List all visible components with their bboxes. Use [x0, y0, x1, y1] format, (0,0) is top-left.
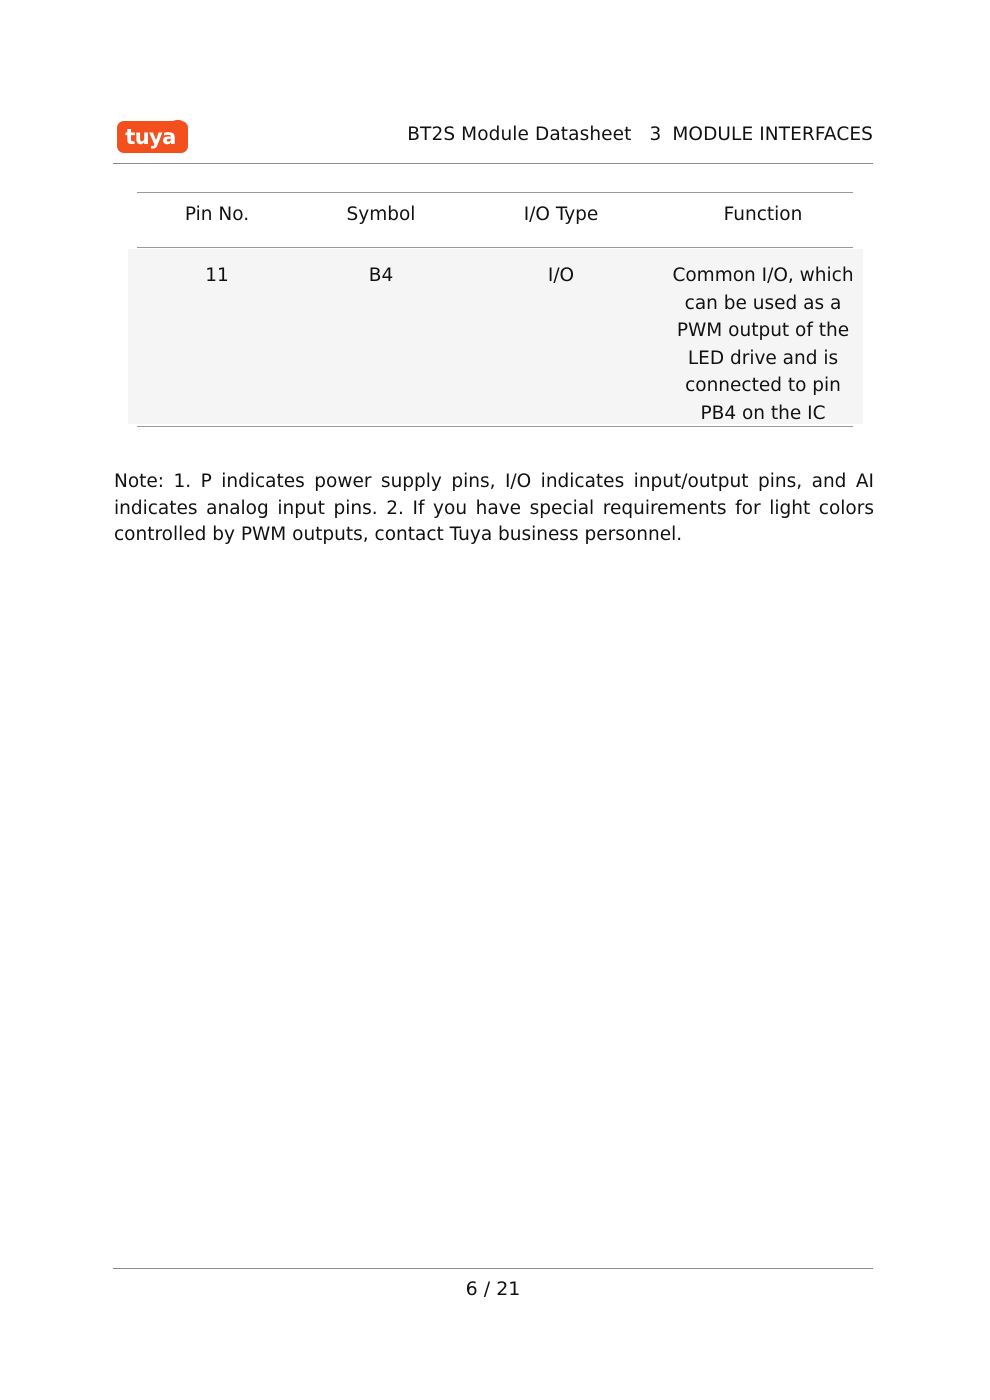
cell-io-type: I/O	[547, 265, 575, 286]
page-number: 6 / 21	[465, 1278, 521, 1300]
page-header	[113, 118, 873, 164]
header-doc-title: BT2S Module Datasheet	[407, 124, 632, 145]
table-bottom-rule	[137, 426, 853, 427]
wifi-signal-icon	[165, 111, 187, 131]
table-top-rule	[137, 192, 853, 193]
tuya-logo-text: tuya	[125, 125, 176, 149]
footer-divider	[113, 1268, 873, 1269]
table-header-rule	[137, 247, 853, 248]
column-header-function: Function	[723, 204, 803, 225]
header-section-number: 3	[649, 124, 662, 145]
column-header-io-type: I/O Type	[523, 204, 599, 225]
header-title	[383, 124, 873, 145]
column-header-pin-no: Pin No.	[184, 204, 250, 225]
table-header-row	[128, 201, 863, 243]
column-header-symbol: Symbol	[346, 204, 416, 225]
header-divider	[113, 163, 873, 164]
table-row	[128, 249, 863, 424]
cell-pin-no: 11	[205, 265, 229, 286]
cell-function: Common I/O, which can be used as a PWM output of the LED drive and is connected to pin PB4 on the IC	[672, 265, 854, 424]
table-note: Note: 1. P indicates power supply pins, I/O indicates input/output pins, and AI indicates analog input pins. 2. If you have special requirements for light colors controlled by PWM outputs, contact Tuya business personnel.	[114, 471, 874, 545]
header-section-title: MODULE INTERFACES	[672, 124, 873, 145]
cell-symbol: B4	[368, 265, 394, 286]
